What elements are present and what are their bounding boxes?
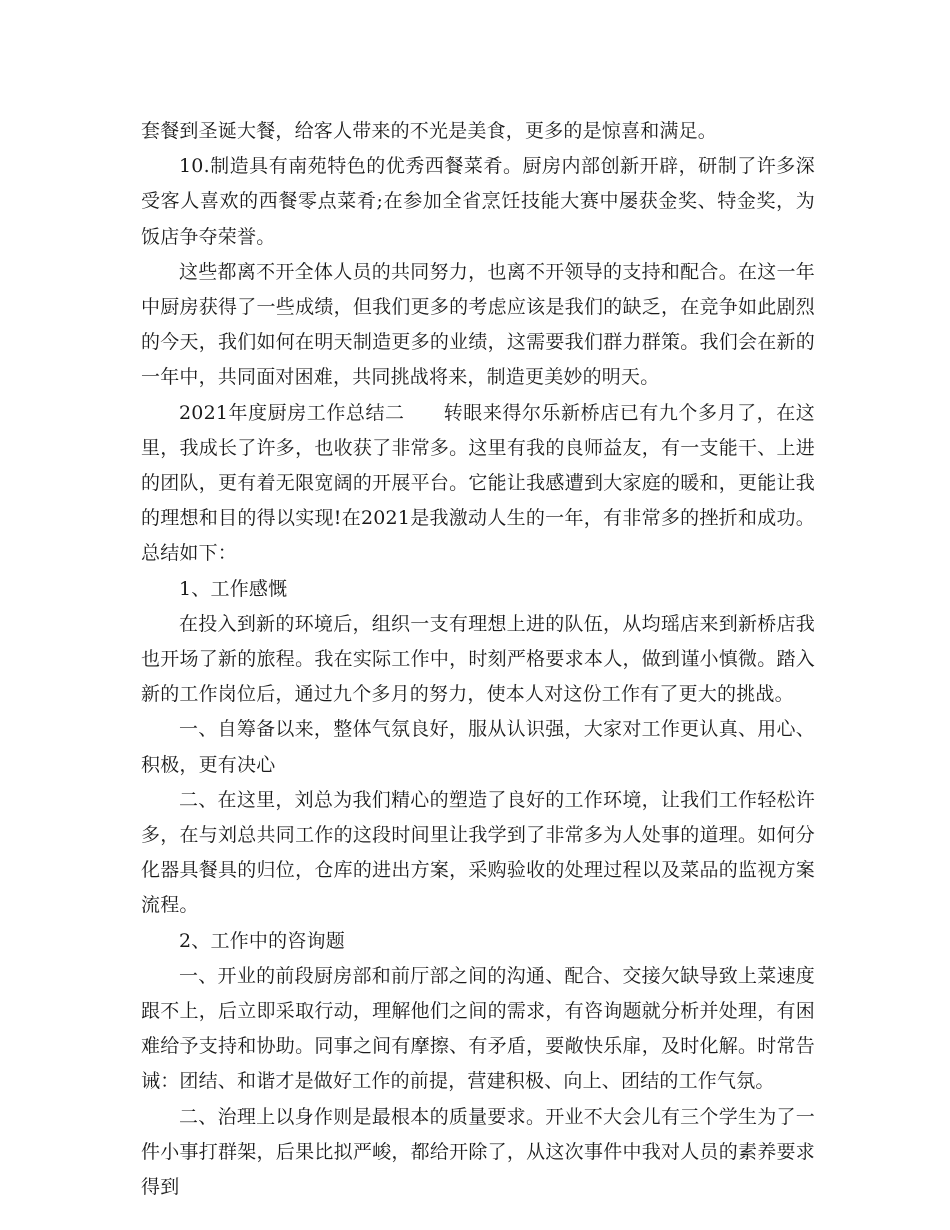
section-heading: 2、工作中的咨询题 [179,929,345,952]
paragraph: 2021年度厨房工作总结二 转眼来得尔乐新桥店已有九个多月了，在这里，我成长了许多，也收获了非常多。这里有我的良师益友，有一支能干、上进的团队，更有着无限宽阔的开展平台。它能让我感遭到大家庭的暖和，更能让我的理想和目的得以实现!在2021是我激动人生的一年，有非常多的挫折和成功。总结如下： [141,401,815,565]
paragraph: 套餐到圣诞大餐，给客人带来的不光是美食，更多的是惊喜和满足。 [141,120,718,142]
paragraph: 二、在这里，刘总为我们精心的塑造了良好的工作环境，让我们工作轻松许多，在与刘总共同工作的这段时间里让我学到了非常多为人处事的道理。如何分化器具餐具的归位，仓库的进出方案，采购验收的处理过程以及菜品的监视方案流程。 [141,788,815,917]
paragraph: 在投入到新的环境后，组织一支有理想上进的队伍，从均瑶店来到新桥店我也开场了新的旅程。我在实际工作中，时刻严格要求本人，做到谨小慎微。踏入新的工作岗位后，通过九个多月的努力，使本人对这份工作有了更大的挑战。 [141,612,815,706]
document-body [141,114,815,1205]
paragraph: 一、开业的前段厨房部和前厅部之间的沟通、配合、交接欠缺导致上菜速度跟不上，后立即采取行动，理解他们之间的需求，有咨询题就分析并处理，有困难给予支持和协助。同事之间有摩擦、有矛盾，要敞快乐扉，及时化解。时常告诫：团结、和谐才是做好工作的前提，营建积极、向上、团结的工作气氛。 [141,964,815,1093]
paragraph: 10.制造具有南苑特色的优秀西餐菜肴。厨房内部创新开辟，研制了许多深受客人喜欢的西餐零点菜肴;在参加全省烹饪技能大赛中屡获金奖、特金奖，为饭店争夺荣誉。 [141,155,815,248]
paragraph: 二、治理上以身作则是最根本的质量要求。开业不大会儿有三个学生为了一件小事打群架，后果比拟严峻，都给开除了，从这次事件中我对人员的素养要求得到 [141,1105,815,1199]
section-heading: 1、工作感慨 [179,577,288,600]
paragraph: 这些都离不开全体人员的共同努力，也离不开领导的支持和配合。在这一年中厨房获得了一些成绩，但我们更多的考虑应该是我们的缺乏，在竞争如此剧烈的今天，我们如何在明天制造更多的业绩，这需要我们群力群策。我们会在新的一年中，共同面对困难，共同挑战将来，制造更美妙的明天。 [141,260,815,389]
paragraph: 一、自筹备以来，整体气氛良好，服从认识强，大家对工作更认真、用心、积极，更有决心 [141,718,815,776]
